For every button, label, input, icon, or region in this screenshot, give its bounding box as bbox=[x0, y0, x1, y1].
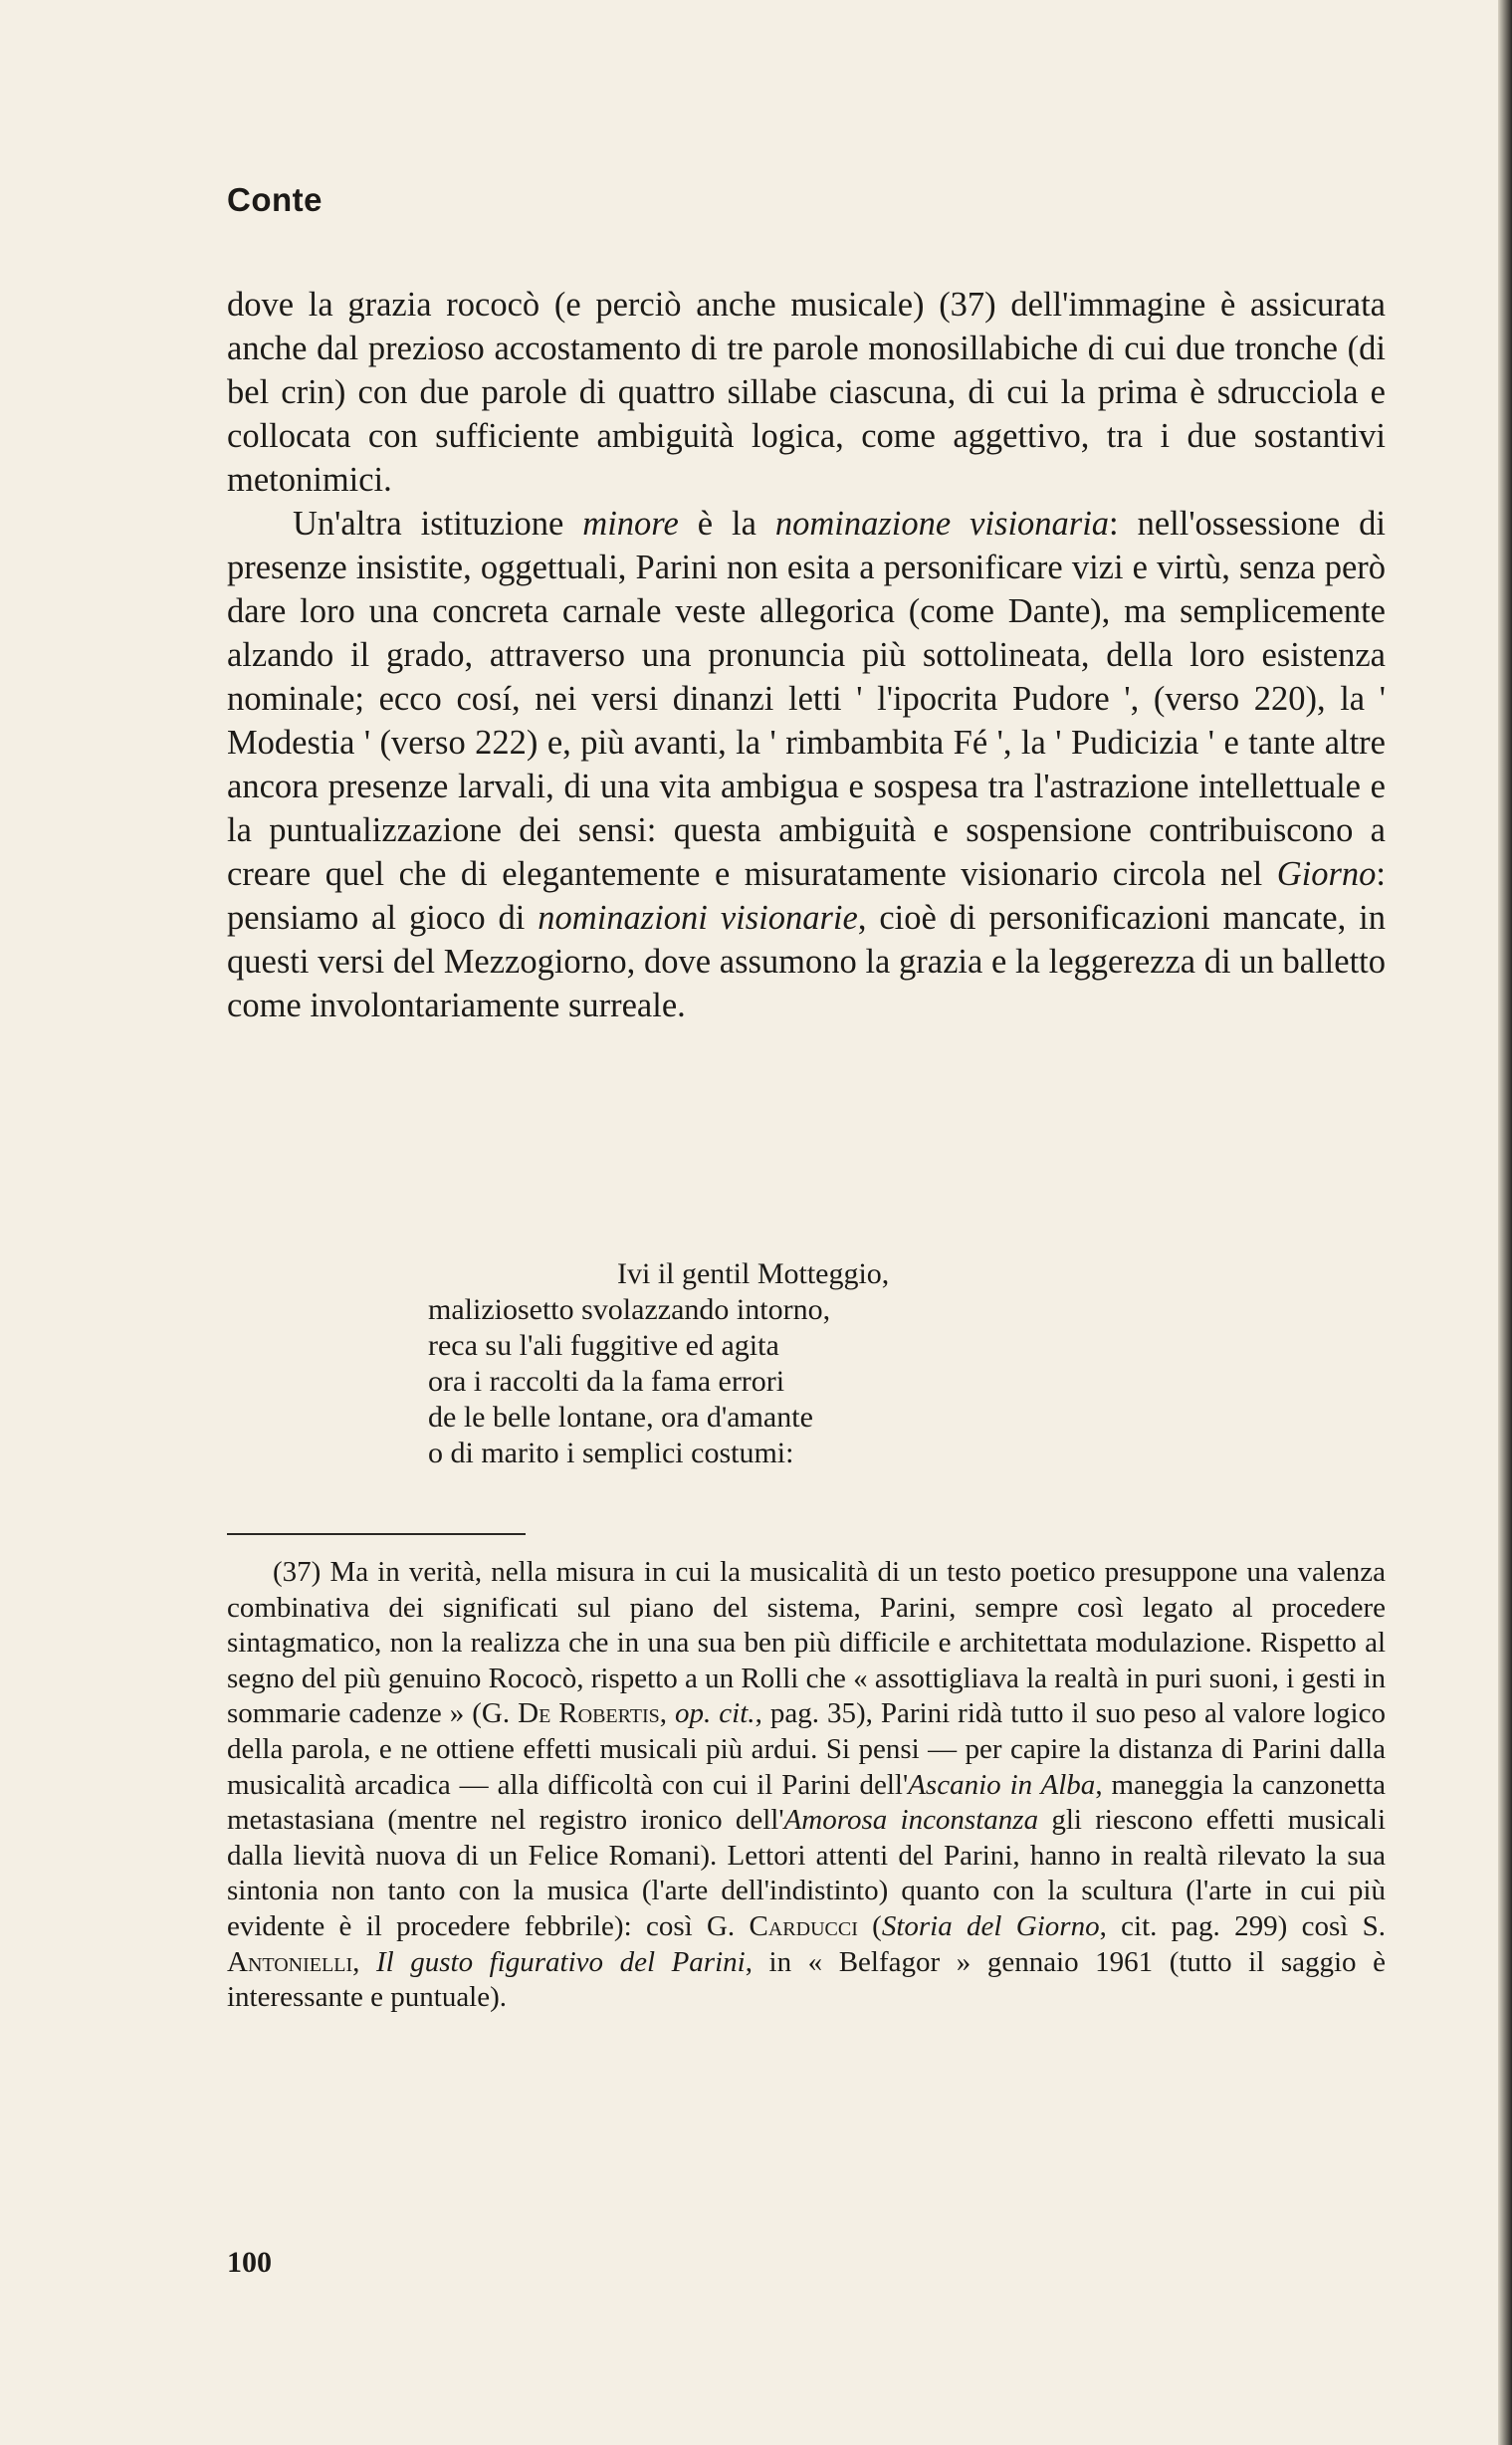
author-name: Carducci bbox=[749, 1909, 858, 1942]
footnotes bbox=[227, 1555, 1386, 2016]
page-edge-shadow bbox=[1498, 0, 1512, 2445]
text-run: , in « Belfagor » gennaio 1961 (tutto il saggio è interessante e puntuale). bbox=[227, 1945, 1386, 2014]
verse-line: ora i raccolti da la fama errori bbox=[428, 1365, 785, 1398]
author-name: De Robertis bbox=[518, 1697, 660, 1730]
text-run: , bbox=[659, 1697, 676, 1730]
text-run: : pensiamo al gioco di bbox=[227, 855, 1386, 937]
italic-term: op. cit. bbox=[675, 1697, 756, 1730]
verse-line: maliziosetto svolazzando intorno, bbox=[428, 1293, 831, 1326]
italic-title: Giorno bbox=[1276, 855, 1377, 893]
footnote-37 bbox=[227, 1555, 1386, 2016]
running-head: Conte bbox=[227, 181, 323, 218]
text-run: , cit. pag. 299) così S. bbox=[1099, 1909, 1386, 1942]
verse-line: Ivi il gentil Motteggio, bbox=[617, 1257, 890, 1290]
author-name: Antonielli bbox=[227, 1945, 353, 1978]
italic-title: Amorosa inconstanza bbox=[783, 1804, 1039, 1837]
italic-term: nominazioni visionarie bbox=[538, 899, 858, 937]
page-number: 100 bbox=[227, 2246, 272, 2279]
paragraph-1: dove la grazia rococò (e perciò anche musicale) (37) dell'immagine è assicurata anche dal prezioso accostamento di tre parole monosillabiche di cui due tronche (di bel crin) con due parole di quattro sillabe ciascuna, di cui la prima è sdrucciola e collocata con sufficiente ambiguità logica, come aggettivo, tra i due sostantivi metonimici. bbox=[227, 286, 1386, 499]
text-run: , pag. 35), Parini ridà tutto il suo peso al valore logico della parola, e ne ottiene effetti musicali più ardui. Si pensi — per capire la distanza di Parini dalla musicalità arcadica — alla difficoltà con cui il Parini dell' bbox=[227, 1697, 1386, 1801]
italic-term: nominazione visionaria bbox=[774, 505, 1110, 543]
text-run: è la bbox=[678, 505, 775, 543]
text-run: Un'altra istituzione bbox=[293, 505, 583, 543]
verse-line: o di marito i semplici costumi: bbox=[428, 1437, 794, 1469]
text-run: , bbox=[352, 1945, 376, 1978]
italic-term: minore bbox=[582, 505, 679, 543]
italic-title: Ascanio in Alba bbox=[908, 1768, 1096, 1801]
text-run: (37) Ma in verità, nella misura in cui la musicalità di un testo poetico presuppone una valenza combinativa dei significati sul piano del sistema, Parini, sempre così legato al procedere sintagmatico, non la realizza che in una sua ben più difficile e architettata modulazione. Rispetto al segno del più genuino Rococò, rispetto a un Rolli che « assottigliava la realtà in puri suoni, i gesti in sommarie cadenze » (G. bbox=[227, 1556, 1386, 1730]
italic-title: Storia del Giorno bbox=[881, 1909, 1100, 1942]
main-text bbox=[227, 283, 1386, 1027]
text-run: : nell'ossessione di presenze insistite, oggettuali, Parini non esita a personificare vizi e virtù, senza però dare loro una concreta carnale veste allegorica (come Dante), ma semplicemente alzando il grado, attraverso una pronuncia più sottolineata, della loro esistenza nominale; ecco cosí, nei versi dinanzi letti ' l'ipocrita Pudore ', (verso 220), la ' Modestia ' (verso 222) e, più avanti, la ' rimbambita Fé ', la ' Pudicizia ' e tante altre ancora presenze larvali, di una vita ambigua e sospesa tra l'astrazione intellettuale e la puntualizzazione dei sensi: questa ambiguità e sospensione contribuiscono a creare quel che di elegantemente e misuratamente visionario circola nel bbox=[227, 505, 1386, 893]
text-run: , cioè di personificazioni mancate, in questi versi del Mezzogiorno, dove assumono la grazia e la leggerezza di un balletto come involontariamente surreale. bbox=[227, 899, 1386, 1024]
text-run: ( bbox=[857, 1909, 882, 1942]
verse-line: de le belle lontane, ora d'amante bbox=[428, 1401, 813, 1434]
verse-line: reca su l'ali fuggitive ed agita bbox=[428, 1329, 779, 1362]
italic-title: Il gusto figurativo del Parini bbox=[375, 1945, 746, 1978]
text-run: , maneggia la canzonetta metastasiana (mentre nel registro ironico dell' bbox=[227, 1768, 1386, 1837]
text-run: gli riescono effetti musicali dalla lievità nuova di un Felice Romani). Lettori attenti del Parini, hanno in realtà rilevato la sua sintonia non tanto con la musica (l'arte dell'indistinto) quanto con la scultura (l'arte in cui più evidente è il procedere febbrile): così G. bbox=[227, 1804, 1386, 1942]
paragraph-2 bbox=[227, 502, 1386, 1027]
footnote-rule bbox=[227, 1533, 526, 1535]
verse-quotation bbox=[428, 1256, 1025, 1471]
